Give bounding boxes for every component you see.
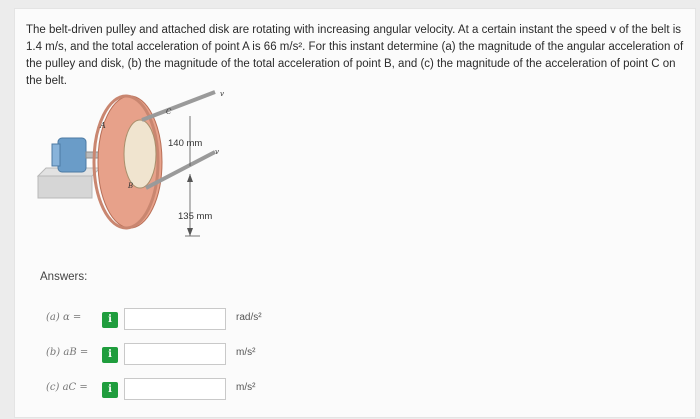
answers-heading: Answers: <box>40 271 88 283</box>
answer-input-a[interactable] <box>125 309 225 329</box>
motor-body <box>58 138 86 172</box>
unit-a: rad/s² <box>236 312 262 323</box>
problem-statement: The belt-driven pulley and attached disk are rotating with increasing angular velocity. At a certain instant the speed v of the belt is 1.4 m/s, and the total acceleration of point A is 66 m/s². For this instant determine (a) the magnitude of the angular acceleration of the pulley and disk, (b) the magnitude of the total acceleration of point B, and (c) the magnitude of the acceleration of point C on the belt. <box>26 24 684 87</box>
label-v-right: v <box>215 148 219 156</box>
answer-label-a: (a) α = <box>46 312 82 323</box>
info-icon[interactable]: i <box>102 382 118 398</box>
label-C: C <box>166 108 172 116</box>
answer-input-b-container <box>124 343 226 365</box>
pulley <box>124 120 156 188</box>
answer-input-a-container <box>124 308 226 330</box>
motor-base-front <box>38 176 92 198</box>
unit-c: m/s² <box>236 382 256 393</box>
answer-row-b <box>40 342 340 368</box>
answer-label-b: (b) aB = <box>46 347 89 358</box>
answer-row-c <box>40 377 340 403</box>
pulley-diagram <box>30 76 280 246</box>
unit-b: m/s² <box>236 347 256 358</box>
dimension-140: 140 mm <box>168 138 203 149</box>
info-icon[interactable]: i <box>102 312 118 328</box>
label-v-top: v <box>220 90 224 98</box>
answer-input-b[interactable] <box>125 344 225 364</box>
motor-cap <box>52 144 60 166</box>
label-A: A <box>100 121 106 130</box>
label-B: B <box>128 182 134 190</box>
answer-input-c[interactable] <box>125 379 225 399</box>
dimension-135: 135 mm <box>178 211 213 222</box>
belt-top <box>142 92 215 120</box>
answer-input-c-container <box>124 378 226 400</box>
info-icon[interactable]: i <box>102 347 118 363</box>
answer-row-a <box>40 307 340 333</box>
answer-label-c: (c) aC = <box>46 382 88 393</box>
